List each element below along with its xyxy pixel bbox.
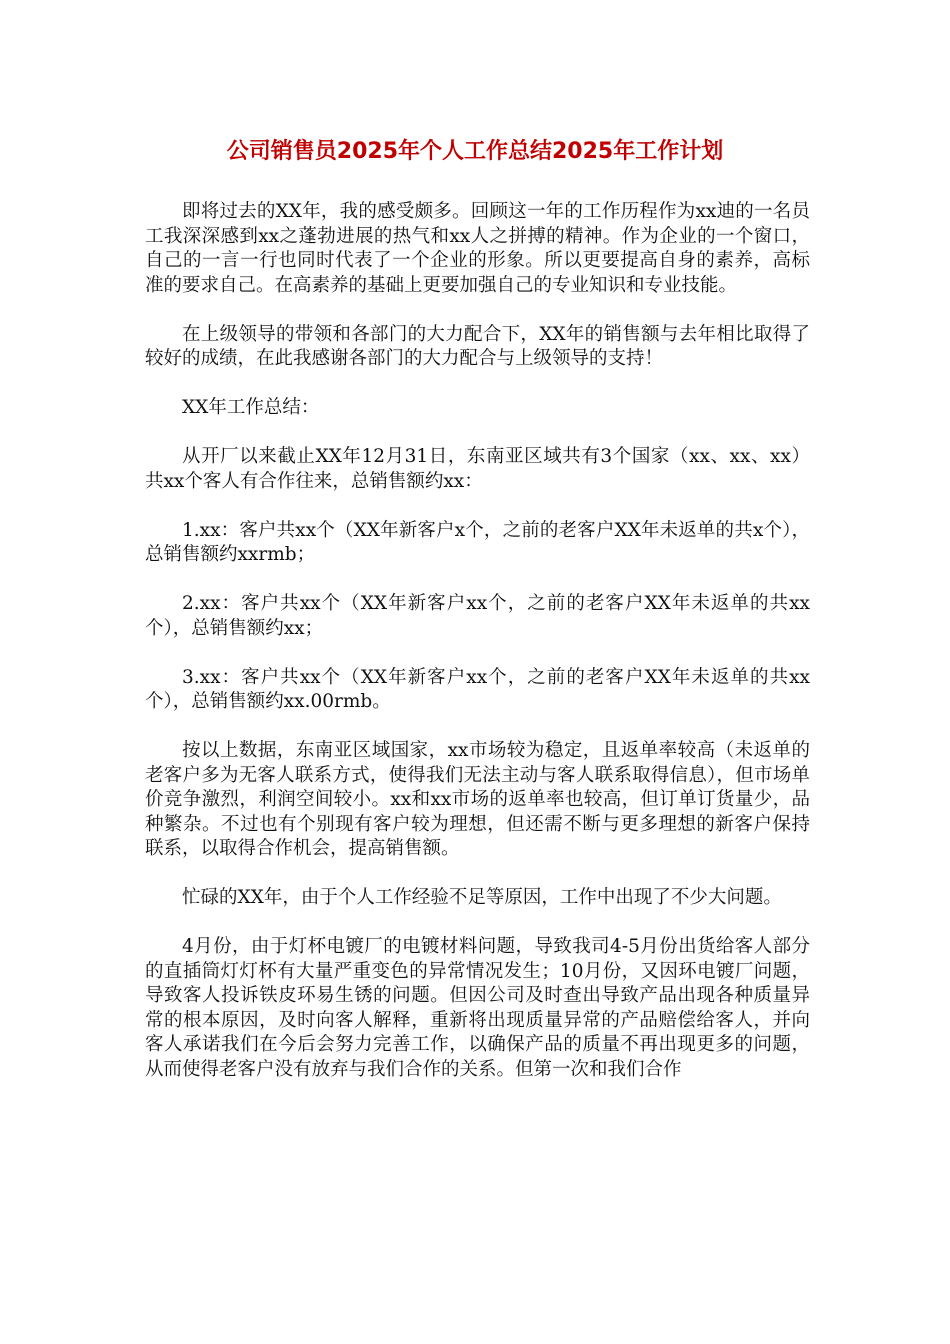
paragraph: 按以上数据，东南亚区域国家，xx市场较为稳定，且返单率较高（未返单的老客户多为无客人联系方式，使得我们无法主动与客人联系取得信息），但市场单价竞争激烈，利润空间较小。xx和xx市场的返单率也较高，但订单订货量少，品种繁杂。不过也有个别现有客户较为理想，但还需不断与更多理想的新客户保持联系，以取得合作机会，提高销售额。 bbox=[145, 740, 810, 859]
paragraph: 忙碌的XX年，由于个人工作经验不足等原因，工作中出现了不少大问题。 bbox=[182, 887, 782, 908]
paragraph: 从开厂以来截止XX年12月31日，东南亚区域共有3个国家（xx、xx、xx）共xx个客人有合作往来，总销售额约xx： bbox=[145, 446, 810, 492]
paragraph: XX年工作总结： bbox=[182, 397, 320, 418]
paragraph: 2.xx：客户共xx个（XX年新客户xx个，之前的老客户XX年未返单的共xx个），总销售额约xx； bbox=[145, 593, 810, 639]
document-title: 公司销售员2025年个人工作总结2025年工作计划 bbox=[226, 139, 724, 164]
paragraph: 4月份，由于灯杯电镀厂的电镀材料问题，导致我司4-5月份出货给客人部分的直插筒灯灯杯有大量严重变色的异常情况发生；10月份，又因环电镀厂问题，导致客人投诉铁皮环易生锈的问题。但因公司及时查出导致产品出现各种质量异常的根本原因，及时向客人解释，重新将出现质量异常的产品赔偿给客人，并向客人承诺我们在今后会努力完善工作，以确保产品的质量不再出现更多的问题，从而使得老客户没有放弃与我们合作的关系。但第一次和我们合作 bbox=[145, 936, 810, 1080]
paragraph: 1.xx：客户共xx个（XX年新客户x个，之前的老客户XX年未返单的共x个），总销售额约xxrmb； bbox=[145, 519, 810, 565]
paragraph: 即将过去的XX年，我的感受颇多。回顾这一年的工作历程作为xx迪的一名员工我深深感到xx之蓬勃进展的热气和xx人之拼搏的精神。作为企业的一个窗口，自己的一言一行也同时代表了一个企业的形象。所以更要提高自身的素养，高标准的要求自己。在高素养的基础上更要加强自己的专业知识和专业技能。 bbox=[145, 201, 810, 296]
document-body bbox=[145, 200, 810, 1107]
paragraph: 3.xx：客户共xx个（XX年新客户xx个，之前的老客户XX年未返单的共xx个），总销售额约xx.00rmb。 bbox=[145, 666, 810, 712]
paragraph: 在上级领导的带领和各部门的大力配合下，XX年的销售额与去年相比取得了较好的成绩，在此我感谢各部门的大力配合与上级领导的支持！ bbox=[145, 323, 810, 369]
